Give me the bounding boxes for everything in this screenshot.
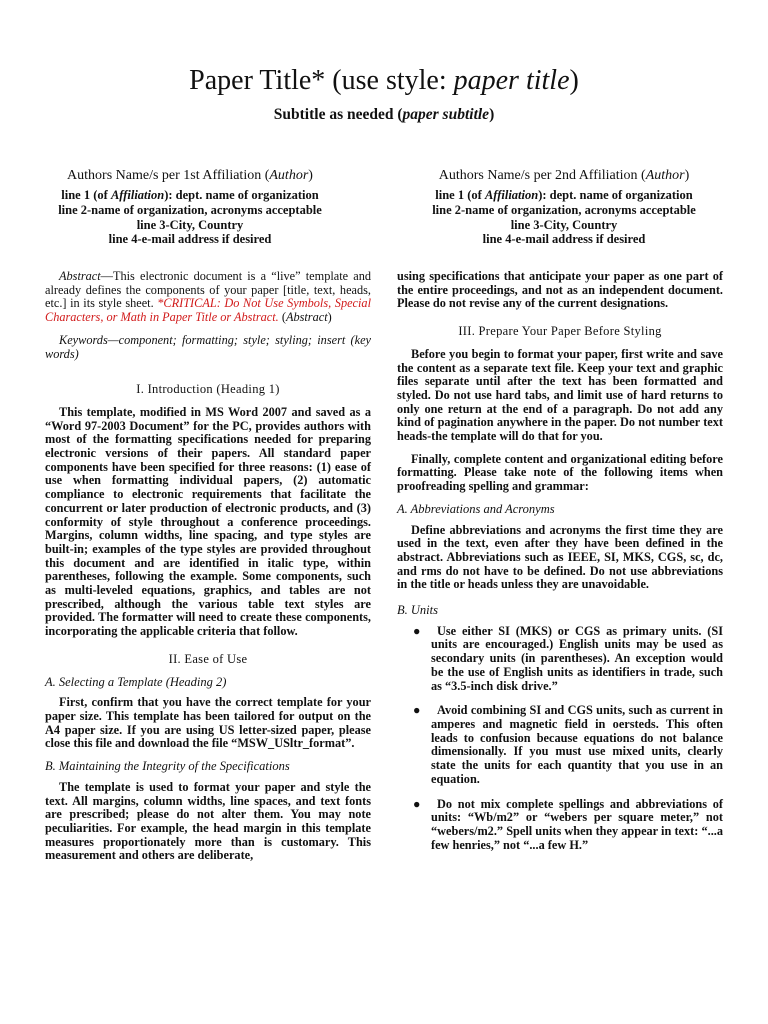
abstract-text: —This electronic document is a “live” template and already defines the components of your paper [title, text, heads, etc.] in its style sheet.: [45, 269, 371, 311]
affiliation-line-1: [404, 188, 724, 203]
author-name-text: Authors Name/s per 2nd Affiliation (: [438, 168, 646, 183]
affiliation-line-3: line 3-City, Country: [136, 217, 244, 232]
affiliation-dept: ): dept. name of organization: [538, 188, 693, 202]
prepare-paragraph-2: Finally, complete content and organizational editing before formatting. Please take note of the following items when proofreading spelling and grammar:: [397, 451, 723, 494]
abstract-tag-open: (: [278, 310, 286, 325]
introduction-paragraph: This template, modified in MS Word 2007 and saved as a “Word 97-2003 Document” for the PC, provides authors with most of the formatting specifications needed for preparing electronic versions of their papers. All standard paper components have been specified for three reasons: (1) ease of use when formatting individual papers, (2) automatic compliance to electronic requirements that facilitate the concurrent or later production of electronic products, and (3) conformity of style throughout a conference proceedings. Margins, column widths, line spacing, and type styles are built-in; examples of the type styles are provided throughout this document and are identified in italic type, within parentheses, following the example. Some components, such as multi-leveled equations, graphics, and tables are not prescribed, although the various table text styles are provided. The formatter will need to create these components, incorporating the applicable criteria that follow.: [45, 404, 371, 639]
units-list: [397, 625, 723, 853]
title-close: ): [569, 65, 579, 96]
subtitle-text: Subtitle as needed (: [273, 106, 403, 123]
subtitle-style-name: paper subtitle: [402, 106, 490, 123]
keywords: Keywords—component; formatting; style; styling; insert (key words): [45, 332, 371, 361]
subtitle-close: ): [489, 106, 495, 123]
prepare-paragraph-1: Before you begin to format your paper, first write and save the content as a separate text file. Keep your text and graphic files separate until after the text has been formatted and styled. Do not use hard tabs, and limit use of hard returns to only one return at the end of a paragraph. Do not add any kind of pagination anywhere in the paper. Do not number text heads-the template will do that for you.: [397, 346, 723, 444]
abstract-label: Abstract: [59, 269, 101, 283]
list-item-text: Avoid combining SI and CGS units, such as current in amperes and magnetic field in oersteds. This often leads to confusion because equations do not balance dimensionally. If you must use mixed units, clearly state the units for each quantity that you use in an equation.: [431, 703, 723, 786]
affiliation-dept: ): dept. name of organization: [164, 188, 319, 202]
author-block-1: [30, 166, 350, 247]
author-name-close: ): [308, 168, 313, 183]
author-name-2: [404, 166, 724, 186]
section-heading-prepare-paper: III. Prepare Your Paper Before Styling: [458, 324, 662, 339]
subsection-heading-selecting-template: A. Selecting a Template (Heading 2): [45, 674, 227, 689]
subsection-heading-abbreviations: A. Abbreviations and Acronyms: [397, 501, 555, 516]
list-item: [397, 704, 723, 786]
list-item: [397, 625, 723, 694]
list-item-text: Use either SI (MKS) or CGS as primary units. (SI units are encouraged.) English units may be used as secondary units (in parentheses). An exception would be the use of English units as identifiers in trade, such as “3.5-inch disk drive.”: [431, 623, 723, 693]
section-heading-introduction: I. Introduction (Heading 1): [136, 382, 280, 397]
list-item: [397, 798, 723, 853]
author-block-2: [404, 166, 724, 247]
list-item-text: Do not mix complete spellings and abbreviations of units: “Wb/m2” or “webers per square meter,” not “webers/m2.” Spell units when they appear in text: “...a few henries,” not “...a few H.”: [431, 796, 723, 852]
author-name-text: Authors Name/s per 1st Affiliation (: [67, 168, 270, 183]
affiliation-line-4: line 4-e-mail address if desired: [482, 232, 646, 247]
affiliation-line-3: line 3-City, Country: [510, 217, 618, 232]
affiliation-style-name: Affiliation: [484, 188, 539, 202]
affiliation-line-4: line 4-e-mail address if desired: [108, 232, 272, 247]
paper-subtitle: [0, 104, 768, 126]
author-style-name: Author: [269, 168, 309, 183]
abstract-tag-close: ): [327, 310, 332, 325]
affiliation-line-2: line 2-name of organization, acronyms acceptable: [432, 202, 696, 217]
affiliation-line-2: line 2-name of organization, acronyms acceptable: [58, 202, 322, 217]
subsection-heading-units: B. Units: [397, 603, 438, 618]
continued-paragraph: using specifications that anticipate your paper as one part of the entire proceedings, and not as an independent document. Please do not revise any of the current designations.: [397, 269, 723, 311]
affiliation-line-1: [30, 188, 350, 203]
left-column: [45, 270, 371, 863]
bullet-icon: ●: [413, 703, 421, 718]
title-style-name: paper title: [453, 65, 570, 96]
abstract: [45, 270, 371, 325]
author-name-close: ): [684, 168, 690, 183]
integrity-paragraph: The template is used to format your paper and style the text. All margins, column widths, line spaces, and text fonts are prescribed; please do not alter them. You may note peculiarities. For example, the head margin in this template measures proportionately more than is customary. This measurement and others are deliberate,: [45, 779, 371, 863]
section-heading-ease-of-use: II. Ease of Use: [168, 651, 248, 666]
subsection-heading-integrity: B. Maintaining the Integrity of the Specifications: [45, 759, 290, 774]
abstract-critical-note: *CRITICAL: Do Not Use Symbols, Special Characters, or Math in Paper Title or Abstract.: [45, 296, 371, 325]
affiliation-prefix: line 1 (of: [61, 188, 111, 202]
author-name-1: [30, 166, 350, 186]
right-column: [397, 270, 723, 863]
abstract-style-tag: Abstract: [285, 310, 328, 325]
affiliation-style-name: Affiliation: [110, 188, 165, 202]
selecting-template-paragraph: First, confirm that you have the correct template for your paper size. This template has been tailored for output on the A4 paper size. If you are using US letter-sized paper, please close this file and download the file “MSW_USltr_format”.: [45, 695, 371, 751]
paper-title: [0, 64, 768, 98]
bullet-icon: ●: [413, 623, 421, 638]
title-text: Paper Title* (use style:: [189, 65, 454, 96]
abbreviations-paragraph: Define abbreviations and acronyms the first time they are used in the text, even after they have been defined in the abstract. Abbreviations such as IEEE, SI, MKS, CGS, sc, dc, and rms do not have to be defined. Do not use abbreviations in the title or heads unless they are unavoidable.: [397, 522, 723, 592]
affiliation-prefix: line 1 (of: [435, 188, 485, 202]
author-style-name: Author: [645, 168, 685, 183]
bullet-icon: ●: [413, 796, 421, 811]
